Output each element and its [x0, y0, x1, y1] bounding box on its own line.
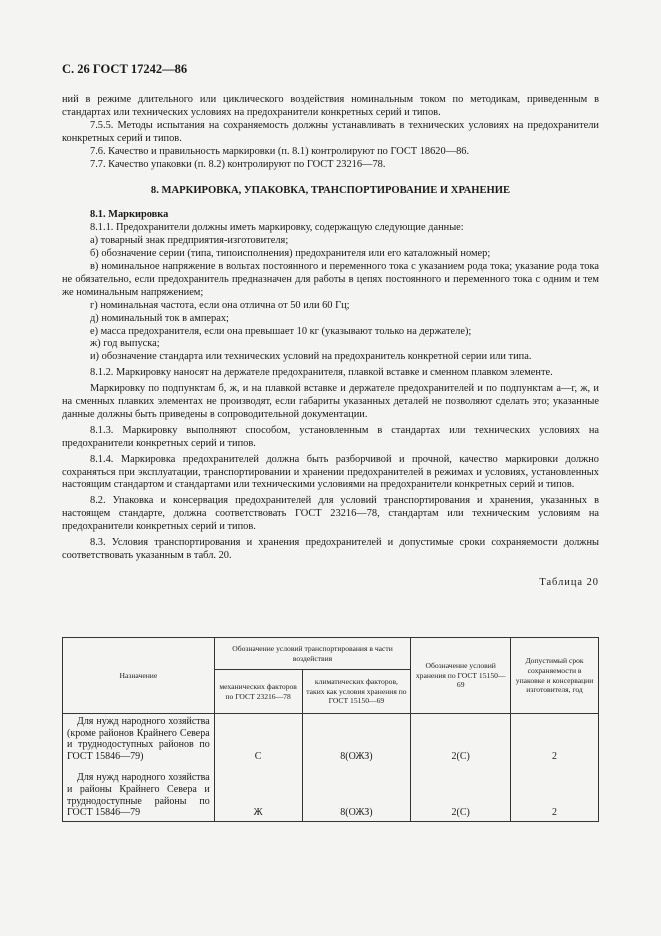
list-item: в) номинальное напряжение в вольтах постоянного и переменного тока с указанием рода тока; указание рода тока не обязательно, если предохранитель предназначен для работы в цепях постоянного и переменного тока с одним и тем же номинальным напряжением;: [62, 260, 599, 298]
paragraph: 8.2. Упаковка и консервация предохранителей для условий транспортирования и хранения, указанных в настоящем стандарте, должна соответствовать ГОСТ 23216—78, стандартам или техническим условиям на предохранители конкретных серий и типов.: [62, 495, 599, 533]
list-item: б) обозначение серии (типа, типоисполнения) предохранителя или его каталожный номер;: [90, 248, 491, 260]
paragraph: 7.7. Качество упаковки (п. 8.2) контролируют по ГОСТ 23216—78.: [90, 158, 386, 170]
header-transport-group: Обозначение условий транспортирования в части воздействия: [214, 638, 411, 670]
table-row: [63, 764, 599, 821]
paragraph: ний в режиме длительного или циклического воздействия номинальным током по методикам, приведенным в стандартах или технических условиях на предохранители конкретных серий и типов.: [62, 94, 599, 118]
table-20: [62, 637, 599, 822]
header-mechanical: механических факторов по ГОСТ 23216—78: [214, 670, 302, 714]
paragraph: 8.3. Условия транспортирования и хранения предохранителей и допустимые сроки сохраняемости должны соответствовать указанным в табл. 20.: [62, 537, 599, 561]
header-purpose: Назначение: [63, 638, 215, 714]
paragraph: 7.6. Качество и правильность маркировки (п. 8.1) контролируют по ГОСТ 18620—86.: [90, 145, 470, 157]
paragraph: 8.1.2. Маркировку наносят на держателе предохранителя, плавкой вставке и сменном плавком элементе.: [90, 367, 553, 379]
list-item: е) масса предохранителя, если она превышает 10 кг (указывают только на держателе);: [90, 325, 472, 337]
header-term: Допустимый срок сохраняемости в упаковке и консервации изготовителя, год: [511, 638, 599, 714]
row-storage: 2(С): [411, 714, 511, 765]
row-term: 2: [511, 764, 599, 821]
list-item: и) обозначение стандарта или технических условий на предохранитель конкретной серии или типа.: [90, 351, 532, 363]
list-item: ж) год выпуска;: [90, 338, 160, 350]
row-storage: 2(С): [411, 764, 511, 821]
paragraph: 8.1.1. Предохранители должны иметь маркировку, содержащую следующие данные:: [90, 222, 464, 234]
paragraph: 7.5.5. Методы испытания на сохраняемость должны устанавливать в технических условиях на предохранители конкретных серий и типов.: [62, 119, 599, 144]
table-caption: Таблица 20: [539, 576, 599, 588]
page-header: С. 26 ГОСТ 17242—86: [62, 62, 188, 76]
table-row: [63, 714, 599, 765]
header-climatic: климатических факторов, таких как условия хранения по ГОСТ 15150—69: [302, 670, 411, 714]
list-item: д) номинальный ток в амперах;: [90, 312, 229, 324]
list-item: г) номинальная частота, если она отлична от 50 или 60 Гц;: [90, 299, 350, 311]
header-storage: Обозначение условий хранения по ГОСТ 15150—69: [411, 638, 511, 714]
paragraph: 8.1.3. Маркировку выполняют способом, установленным в стандартах или технических условиях на предохранители конкретных серий и типов.: [62, 424, 599, 449]
document-body: [62, 94, 599, 590]
section-heading: 8. МАРКИРОВКА, УПАКОВКА, ТРАНСПОРТИРОВАНИЕ И ХРАНЕНИЕ: [150, 185, 511, 197]
row-term: 2: [511, 714, 599, 765]
row-purpose: Для нужд народного хозяйства и районы Крайнего Севера и труднодоступные районы по ГОСТ 15846—79: [63, 764, 215, 821]
row-mechanical: С: [214, 714, 302, 765]
paragraph: 8.1.4. Маркировка предохранителей должна быть разборчивой и прочной, качество маркировки должно сохраняться при эксплуатации, транспортировании и хранении предохранителей в режимах и условиях, установленных настоящим стандартом и стандартами или техническими условиями на предохранители конкретных серий и типов.: [62, 453, 599, 491]
row-purpose: Для нужд народного хозяйства (кроме районов Крайнего Севера и труднодоступных районов по ГОСТ 15846—79): [63, 714, 215, 765]
row-mechanical: Ж: [214, 764, 302, 821]
row-climatic: 8(ОЖЗ): [302, 714, 411, 765]
list-item: а) товарный знак предприятия-изготовителя;: [90, 235, 289, 247]
paragraph: Маркировку по подпунктам б, ж, и на плавкой вставке и держателе предохранителей и по подпунктам а—г, ж, и на сменных плавких элементах не производят, если габариты указанных деталей не позволяют сделать это; указанные данные должны быть приведены в сопроводительной документации.: [62, 383, 599, 420]
subsection-heading: 8.1. Маркировка: [90, 209, 169, 221]
row-climatic: 8(ОЖЗ): [302, 764, 411, 821]
